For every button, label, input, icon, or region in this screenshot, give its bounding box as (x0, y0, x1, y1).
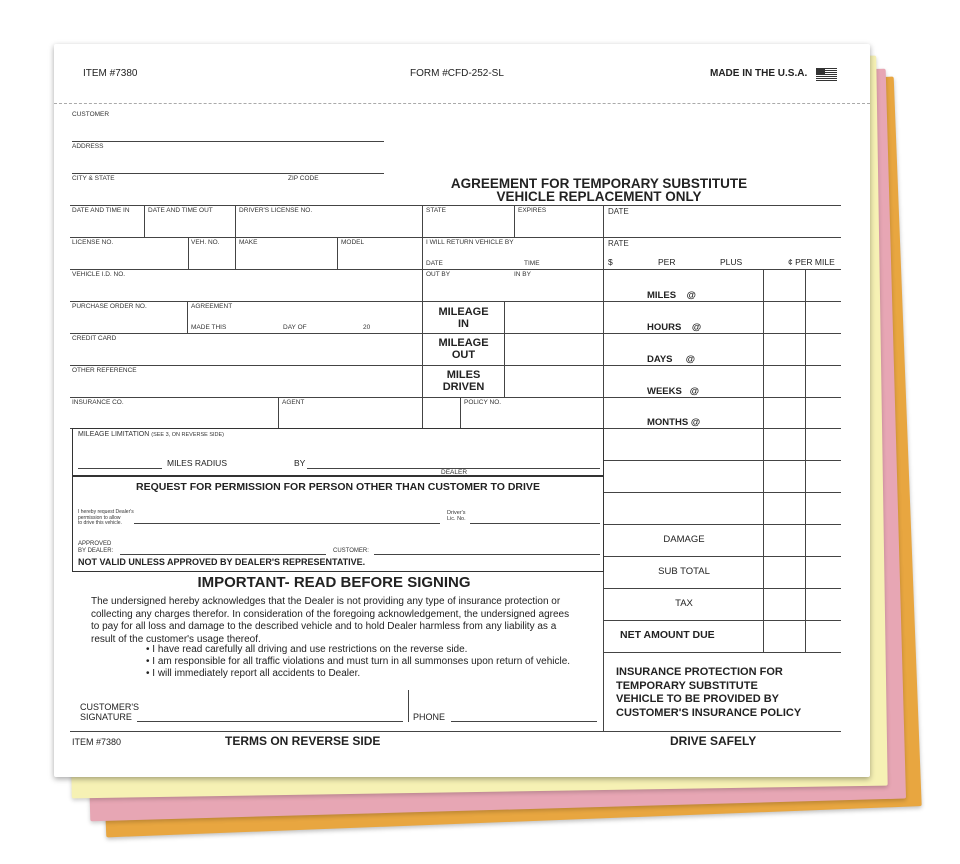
rate-weeks-label (647, 386, 699, 397)
grid-vline (337, 237, 338, 269)
grid-line (70, 205, 841, 206)
header-form-number: FORM #CFD-252-SL (410, 68, 504, 79)
signature-divider (408, 690, 409, 722)
important-title: IMPORTANT- READ BEFORE SIGNING (197, 574, 471, 591)
drivers-lic-line (470, 523, 600, 524)
return-by-label: I WILL RETURN VEHICLE BY (426, 239, 514, 246)
mileage-in-line1: MILEAGE (438, 306, 489, 318)
rate-label: RATE (608, 239, 629, 248)
customer-signature-label (80, 703, 139, 722)
header-item-number: ITEM #7380 (83, 68, 138, 79)
form-top-sheet (54, 44, 870, 777)
important-paragraph (91, 596, 587, 646)
miles-radius-line (78, 468, 162, 469)
customer-label: CUSTOMER (72, 111, 110, 118)
at-symbol: @ (691, 322, 702, 333)
subtotal-label: SUB TOTAL (658, 566, 710, 577)
insurance-note-line1: INSURANCE PROTECTION FOR (616, 666, 783, 678)
rate-days-label (647, 354, 695, 365)
permission-name-line (134, 523, 440, 524)
hours-text: HOURS (647, 322, 682, 333)
grid-vline (187, 301, 188, 333)
footer-terms: TERMS ON REVERSE SIDE (225, 734, 381, 748)
year-prefix-label: 20 (363, 324, 371, 331)
date-label: DATE (608, 207, 629, 216)
not-valid-notice: NOT VALID UNLESS APPROVED BY DEALER'S REPRESENTATIVE. (78, 557, 366, 567)
date-time-in-label: DATE AND TIME IN (72, 207, 130, 214)
signature-line (137, 721, 403, 722)
approved-line2: BY DEALER: (78, 547, 114, 554)
bullet-read-restrictions: • I have read carefully all driving and use restrictions on the reverse side. (146, 644, 468, 655)
grid-vline (460, 397, 461, 428)
grid-vline (235, 237, 236, 269)
request-line2: permission to allow (78, 514, 121, 521)
drivers-lic-line2: Lic. No. (447, 516, 466, 522)
net-amount-due-label: NET AMOUNT DUE (620, 629, 715, 641)
at-symbol: @ (689, 386, 700, 397)
license-no-label: LICENSE NO. (72, 239, 114, 246)
miles-driven-label (423, 369, 504, 393)
make-label: MAKE (239, 239, 258, 246)
months-text: MONTHS (647, 417, 689, 428)
agreement-title (434, 177, 764, 203)
rate-months-label (647, 417, 700, 428)
tax-label: TAX (675, 598, 693, 609)
at-symbol: @ (685, 354, 695, 365)
us-flag-icon (816, 68, 837, 81)
grid-line (70, 365, 841, 366)
model-label: MODEL (341, 239, 365, 246)
in-by-label: IN BY (514, 271, 531, 278)
at-symbol: @ (686, 290, 696, 301)
mileage-limitation-note: (SEE 3, ON REVERSE SIDE) (151, 432, 225, 438)
mileage-in-label (423, 306, 504, 330)
request-line3: to drive this vehicle. (78, 520, 122, 526)
bullet-report-accidents: • I will immediately report all accidents to Dealer. (146, 668, 361, 679)
insurance-note-line2: TEMPORARY SUBSTITUTE (616, 679, 758, 692)
rate-plus-label: PLUS (720, 257, 743, 267)
mileage-out-line2: OUT (451, 349, 476, 361)
miles-radius-label: MILES RADIUS (167, 458, 227, 468)
rate-per-label: PER (658, 257, 676, 267)
grid-line (70, 333, 841, 334)
footer-drive-safely: DRIVE SAFELY (670, 734, 757, 748)
days-text: DAYS (647, 354, 673, 365)
perforation-line (54, 103, 870, 104)
important-line1: The undersigned hereby acknowledges that the Dealer is not providing any type of insurance protection or (91, 596, 561, 607)
insurance-note-line4: CUSTOMER'S INSURANCE POLICY (616, 706, 802, 719)
city-state-label: CITY & STATE (72, 175, 115, 182)
address-line (72, 173, 384, 174)
out-by-label: OUT BY (426, 271, 451, 278)
agent-label: AGENT (282, 399, 305, 406)
agreement-title-line1: AGREEMENT FOR TEMPORARY SUBSTITUTE (450, 176, 748, 191)
mileage-limitation-label (78, 431, 224, 438)
grid-line (70, 301, 841, 302)
credit-card-label: CREDIT CARD (72, 335, 117, 342)
grid-vline (188, 237, 189, 269)
drivers-license-label: DRIVER'S LICENSE NO. (239, 207, 313, 214)
insurance-co-label: INSURANCE CO. (72, 399, 124, 406)
permission-customer-label: CUSTOMER: (333, 548, 369, 554)
agreement-title-line2: VEHICLE REPLACEMENT ONLY (496, 189, 702, 204)
grid-line (70, 237, 841, 238)
insurance-note (616, 666, 801, 720)
rate-miles-label (647, 290, 696, 301)
rate-dollar-label: $ (608, 257, 613, 267)
drivers-lic-text (447, 510, 466, 522)
request-line1: I hereby request Dealer's (78, 509, 134, 515)
address-label: ADDRESS (72, 143, 104, 150)
header-made-in: MADE IN THE U.S.A. (710, 68, 808, 79)
signature-line2: SIGNATURE (80, 711, 132, 722)
at-symbol: @ (690, 417, 701, 428)
insurance-note-line3: VEHICLE TO BE PROVIDED BY (616, 693, 779, 705)
made-this-label: MADE THIS (191, 324, 227, 331)
footer-item-number: ITEM #7380 (72, 737, 122, 747)
important-line4: result of the customer's usage thereof. (91, 633, 261, 645)
expires-label: EXPIRES (518, 207, 547, 214)
policy-no-label: POLICY NO. (464, 399, 502, 406)
purchase-order-label: PURCHASE ORDER NO. (72, 303, 147, 310)
approved-line1: APPROVED (78, 541, 112, 547)
return-time-label: TIME (524, 260, 540, 267)
approved-text (78, 541, 113, 554)
important-line2: collecting any charges therefor. In consideration of the foregoing acknowledgement, the undersigned agrees (91, 608, 570, 620)
mileage-in-line2: IN (458, 318, 469, 330)
mileage-out-label (423, 337, 504, 361)
weeks-text: WEEKS (647, 386, 682, 397)
permission-customer-line (374, 554, 600, 555)
phone-line (451, 721, 597, 722)
grid-vline (278, 397, 279, 428)
miles-driven-line2: DRIVEN (442, 381, 485, 393)
dealer-label: DEALER (441, 469, 468, 476)
by-label: BY (294, 458, 306, 468)
day-of-label: DAY OF (283, 324, 307, 331)
miles-driven-line1: MILES (446, 369, 481, 381)
cents-per-mile-label: ¢ PER MILE (788, 257, 835, 267)
permission-title: REQUEST FOR PERMISSION FOR PERSON OTHER THAN CUSTOMER TO DRIVE (136, 481, 540, 493)
grid-line (604, 652, 841, 653)
signature-line1: CUSTOMER'S (80, 702, 140, 712)
agreement-label: AGREEMENT (191, 303, 233, 310)
grid-vline (144, 205, 145, 237)
grid-line (70, 397, 841, 398)
miles-text: MILES (647, 290, 677, 301)
request-text (78, 510, 134, 527)
damage-label: DAMAGE (663, 534, 705, 545)
state-label: STATE (426, 207, 446, 214)
mileage-out-line1: MILEAGE (438, 337, 489, 349)
rate-hours-label (647, 322, 701, 333)
grid-vline (805, 269, 806, 652)
date-time-out-label: DATE AND TIME OUT (148, 207, 213, 214)
grid-vline (763, 269, 764, 652)
phone-label: PHONE (413, 712, 446, 722)
mileage-limitation-text: MILEAGE LIMITATION (78, 431, 150, 438)
grid-vline (514, 205, 515, 237)
approved-by-dealer-line (120, 554, 326, 555)
drivers-lic-line1: Driver's (447, 510, 466, 516)
vin-label: VEHICLE I.D. NO. (72, 271, 126, 278)
grid-line-bottom (70, 731, 841, 732)
zip-code-label: ZIP CODE (288, 175, 319, 182)
veh-no-label: VEH. NO. (191, 239, 220, 246)
important-line3: to pay for all loss and damage to the described vehicle and to hold Dealer harmless from any liability as a (91, 621, 557, 633)
grid-vline (235, 205, 236, 237)
other-reference-label: OTHER REFERENCE (72, 367, 137, 374)
grid-line (70, 269, 841, 270)
customer-line (72, 141, 384, 142)
return-date-label: DATE (426, 260, 443, 267)
bullet-traffic-violations: • I am responsible for all traffic violations and must turn in all summonses upon return of vehicle. (146, 656, 571, 667)
grid-vline (504, 301, 505, 397)
